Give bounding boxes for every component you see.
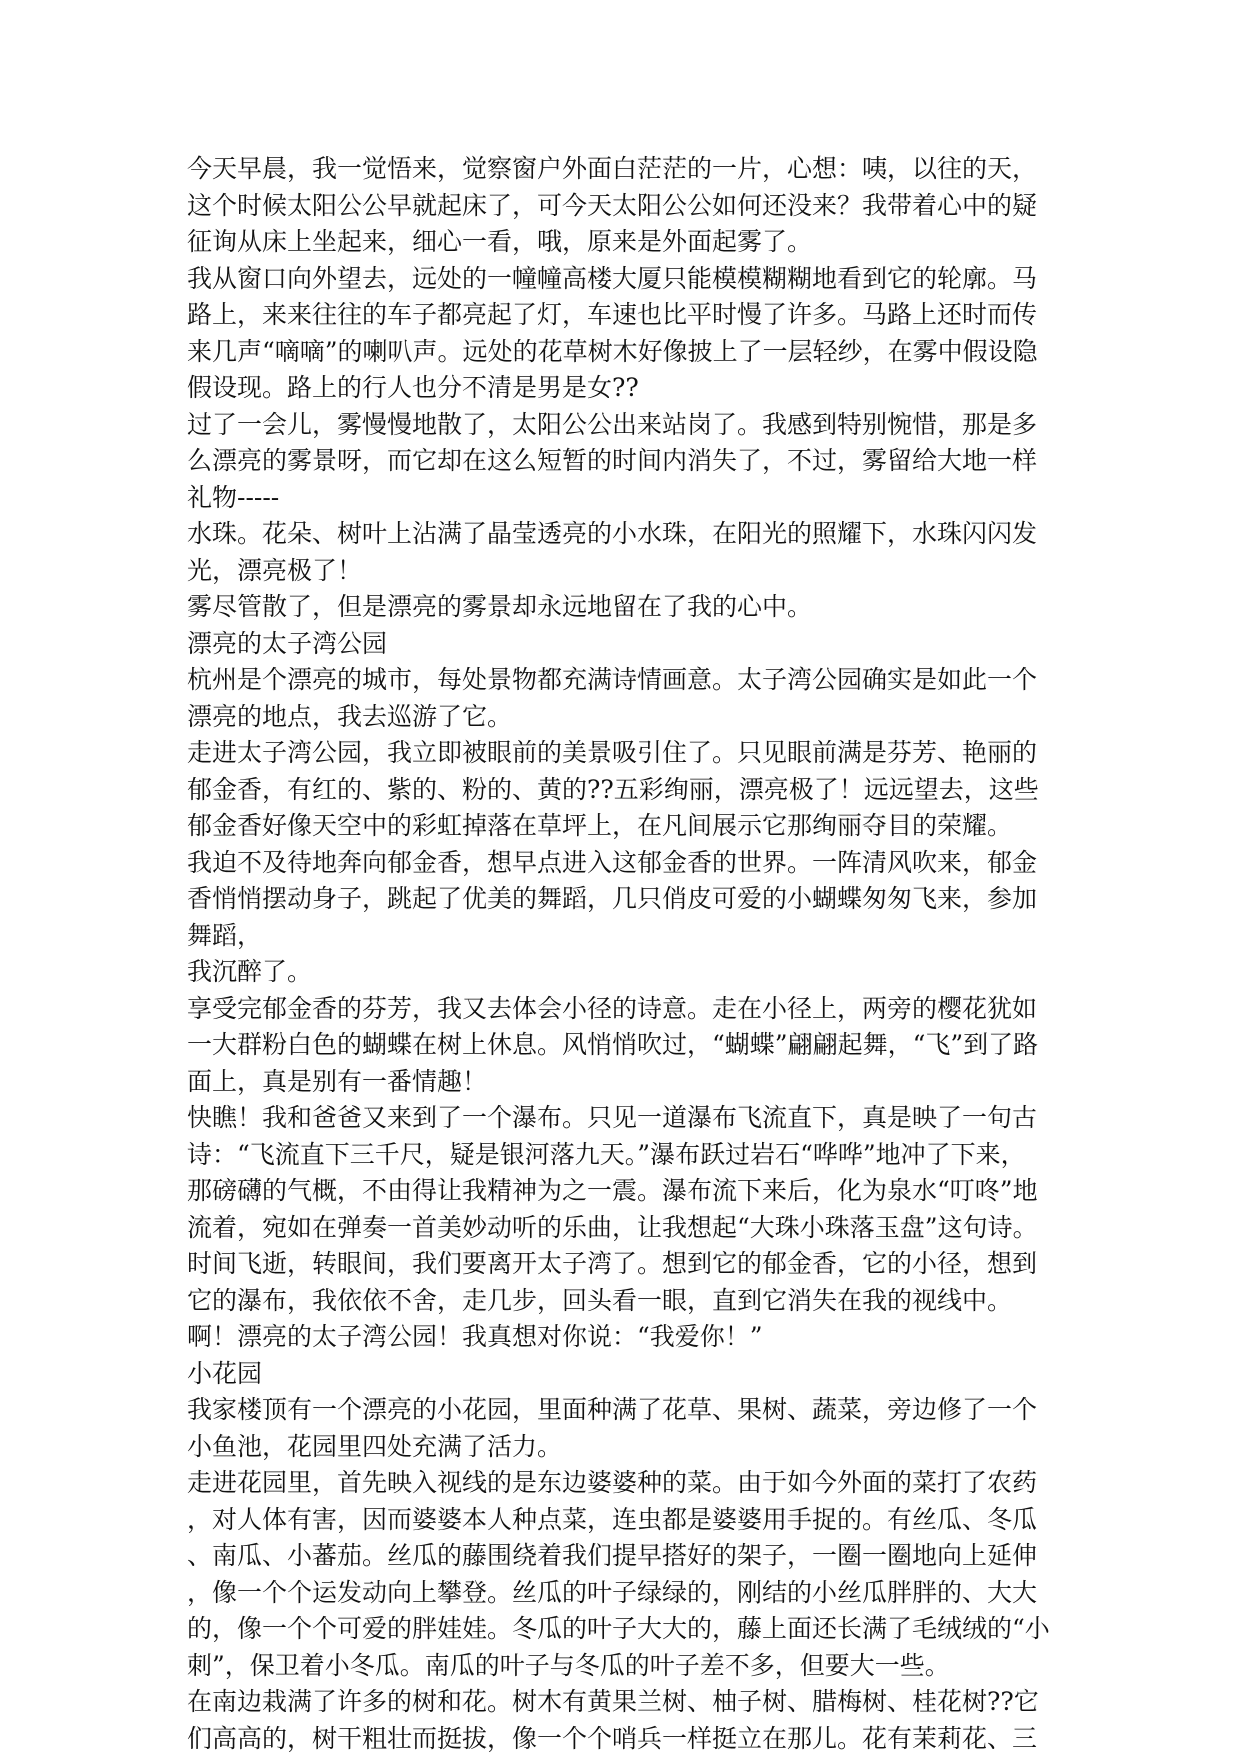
- text-line: 走进太子湾公园，我立即被眼前的美景吸引住了。只见眼前满是芬芳、艳丽的: [187, 735, 1057, 772]
- text-line: 我从窗口向外望去，远处的一幢幢高楼大厦只能模模糊糊地看到它的轮廓。马: [187, 261, 1057, 298]
- text-line: 快瞧！我和爸爸又来到了一个瀑布。只见一道瀑布飞流直下，真是映了一句古: [187, 1100, 1057, 1137]
- text-line: 杭州是个漂亮的城市，每处景物都充满诗情画意。太子湾公园确实是如此一个: [187, 662, 1057, 699]
- text-line: 香悄悄摆动身子，跳起了优美的舞蹈，几只俏皮可爱的小蝴蝶匆匆飞来，参加: [187, 881, 1057, 918]
- text-line: 面上，真是别有一番情趣！: [187, 1064, 1057, 1101]
- text-line: 舞蹈，: [187, 918, 1057, 955]
- text-line: 刺”，保卫着小冬瓜。南瓜的叶子与冬瓜的叶子差不多，但要大一些。: [187, 1648, 1057, 1685]
- text-line: 我家楼顶有一个漂亮的小花园，里面种满了花草、果树、蔬菜，旁边修了一个: [187, 1392, 1057, 1429]
- text-line: 郁金香，有红的、紫的、粉的、黄的??五彩绚丽，漂亮极了！远远望去，这些: [187, 772, 1057, 809]
- text-line: 征询从床上坐起来，细心一看，哦，原来是外面起雾了。: [187, 224, 1057, 261]
- text-line: 诗：“飞流直下三千尺，疑是银河落九天。”瀑布跃过岩石“哗哗”地冲了下来，: [187, 1137, 1057, 1174]
- text-line: ，对人体有害，因而婆婆本人种点菜，连虫都是婆婆用手捉的。有丝瓜、冬瓜: [187, 1502, 1057, 1539]
- text-line: 水珠。花朵、树叶上沾满了晶莹透亮的小水珠，在阳光的照耀下，水珠闪闪发: [187, 516, 1057, 553]
- text-line: 、南瓜、小蕃茄。丝瓜的藤围绕着我们提早搭好的架子，一圈一圈地向上延伸: [187, 1538, 1057, 1575]
- text-line: 一大群粉白色的蝴蝶在树上休息。风悄悄吹过，“蝴蝶”翩翩起舞，“飞”到了路: [187, 1027, 1057, 1064]
- text-line: 礼物-----: [187, 480, 1057, 517]
- text-line: 来几声“嘀嘀”的喇叭声。远处的花草树木好像披上了一层轻纱，在雾中假设隐: [187, 334, 1057, 371]
- text-line: 么漂亮的雾景呀，而它却在这么短暂的时间内消失了，不过，雾留给大地一样: [187, 443, 1057, 480]
- text-line: 那磅礴的气概，不由得让我精神为之一震。瀑布流下来后，化为泉水“叮咚”地: [187, 1173, 1057, 1210]
- document-page: [187, 151, 1057, 1757]
- text-line: 的，像一个个可爱的胖娃娃。冬瓜的叶子大大的，藤上面还长满了毛绒绒的“小: [187, 1611, 1057, 1648]
- text-line: 走进花园里，首先映入视线的是东边婆婆种的菜。由于如今外面的菜打了农药: [187, 1465, 1057, 1502]
- section-heading: 小花园: [187, 1356, 1057, 1393]
- text-line: 们高高的，树干粗壮而挺拔，像一个个哨兵一样挺立在那儿。花有茉莉花、三: [187, 1721, 1057, 1757]
- text-line: 流着，宛如在弹奏一首美妙动听的乐曲，让我想起“大珠小珠落玉盘”这句诗。: [187, 1210, 1057, 1247]
- text-line: 郁金香好像天空中的彩虹掉落在草坪上，在凡间展示它那绚丽夺目的荣耀。: [187, 808, 1057, 845]
- text-line: 光，漂亮极了！: [187, 553, 1057, 590]
- text-line: 这个时候太阳公公早就起床了，可今天太阳公公如何还没来？我带着心中的疑: [187, 188, 1057, 225]
- text-line: 时间飞逝，转眼间，我们要离开太子湾了。想到它的郁金香，它的小径，想到: [187, 1246, 1057, 1283]
- text-line: 我沉醉了。: [187, 954, 1057, 991]
- text-line: 今天早晨，我一觉悟来，觉察窗户外面白茫茫的一片，心想：咦，以往的天，: [187, 151, 1057, 188]
- text-line: 小鱼池，花园里四处充满了活力。: [187, 1429, 1057, 1466]
- text-line: 过了一会儿，雾慢慢地散了，太阳公公出来站岗了。我感到特别惋惜，那是多: [187, 407, 1057, 444]
- text-line: 漂亮的地点，我去巡游了它。: [187, 699, 1057, 736]
- text-line: ，像一个个运发动向上攀登。丝瓜的叶子绿绿的，刚结的小丝瓜胖胖的、大大: [187, 1575, 1057, 1612]
- text-line: 在南边栽满了许多的树和花。树木有黄果兰树、柚子树、腊梅树、桂花树??它: [187, 1684, 1057, 1721]
- text-line: 雾尽管散了，但是漂亮的雾景却永远地留在了我的心中。: [187, 589, 1057, 626]
- text-line: 路上，来来往往的车子都亮起了灯，车速也比平时慢了许多。马路上还时而传: [187, 297, 1057, 334]
- text-line: 啊！漂亮的太子湾公园！我真想对你说：“我爱你！”: [187, 1319, 1057, 1356]
- text-line: 它的瀑布，我依依不舍，走几步，回头看一眼，直到它消失在我的视线中。: [187, 1283, 1057, 1320]
- text-line: 假设现。路上的行人也分不清是男是女??: [187, 370, 1057, 407]
- section-heading: 漂亮的太子湾公园: [187, 626, 1057, 663]
- text-line: 我迫不及待地奔向郁金香，想早点进入这郁金香的世界。一阵清风吹来，郁金: [187, 845, 1057, 882]
- text-line: 享受完郁金香的芬芳，我又去体会小径的诗意。走在小径上，两旁的樱花犹如: [187, 991, 1057, 1028]
